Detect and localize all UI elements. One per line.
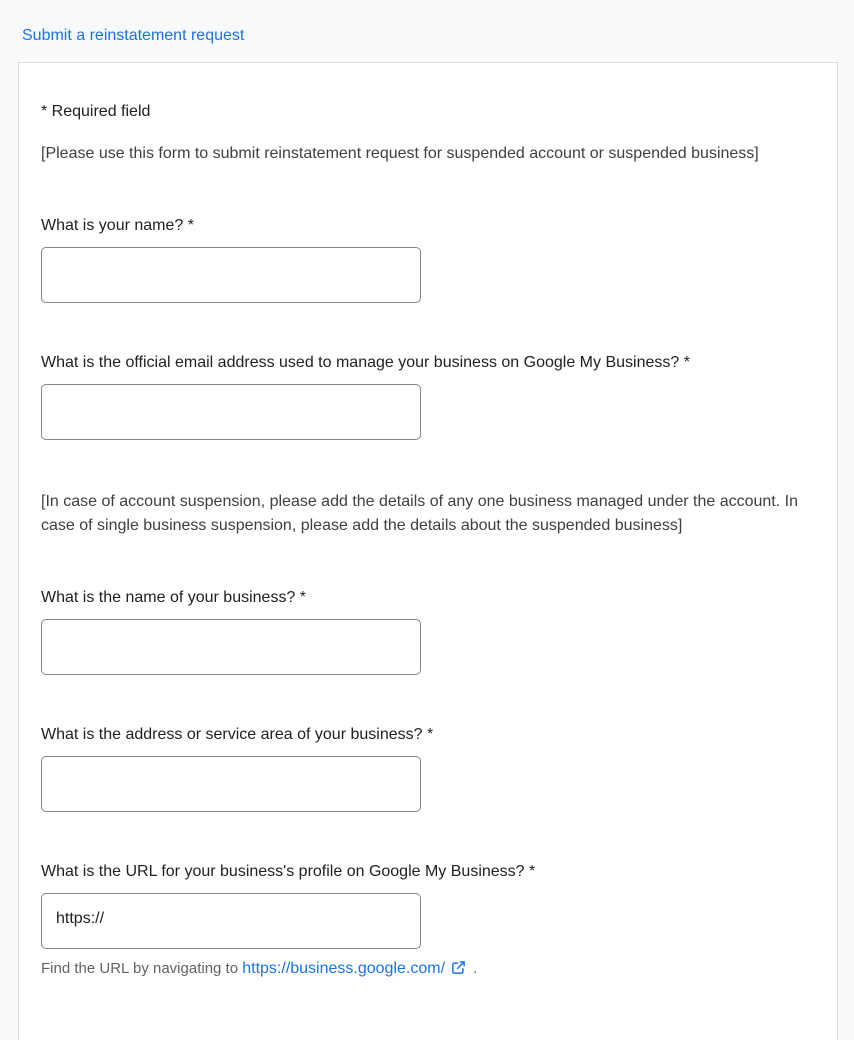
business-google-com-link[interactable]: https://business.google.com/ <box>242 960 446 977</box>
question-business-url <box>41 862 815 981</box>
required-field-note: * Required field <box>41 103 151 120</box>
question-business-name <box>41 588 815 675</box>
email-question-label: What is the official email address used to manage your business on Google My Business? * <box>41 354 690 371</box>
name-input[interactable] <box>41 247 421 303</box>
email-input[interactable] <box>41 384 421 440</box>
business-name-question-label: What is the name of your business? * <box>41 589 307 606</box>
question-business-address <box>41 725 815 812</box>
name-question-label: What is your name? * <box>41 217 194 234</box>
intro-note: [Please use this form to submit reinstatement request for suspended account or suspended business] <box>41 145 759 162</box>
url-help-prefix: Find the URL by navigating to <box>41 960 243 977</box>
business-url-input[interactable] <box>41 893 421 949</box>
business-address-question-label: What is the address or service area of your business? * <box>41 726 434 743</box>
url-help-suffix: . <box>469 960 478 977</box>
business-name-input[interactable] <box>41 619 421 675</box>
question-name <box>41 216 815 303</box>
business-url-question-label: What is the URL for your business's profile on Google My Business? * <box>41 863 536 880</box>
external-link-icon[interactable] <box>451 960 466 981</box>
question-email <box>41 353 815 440</box>
business-address-input[interactable] <box>41 756 421 812</box>
reinstatement-form-card <box>18 62 838 1040</box>
url-help-text <box>41 959 815 981</box>
suspension-details-note: [In case of account suspension, please add the details of any one business managed under the account. In case of single business suspension, please add the details about the suspended business] <box>41 493 798 534</box>
submit-reinstatement-request-link[interactable]: Submit a reinstatement request <box>22 27 245 44</box>
